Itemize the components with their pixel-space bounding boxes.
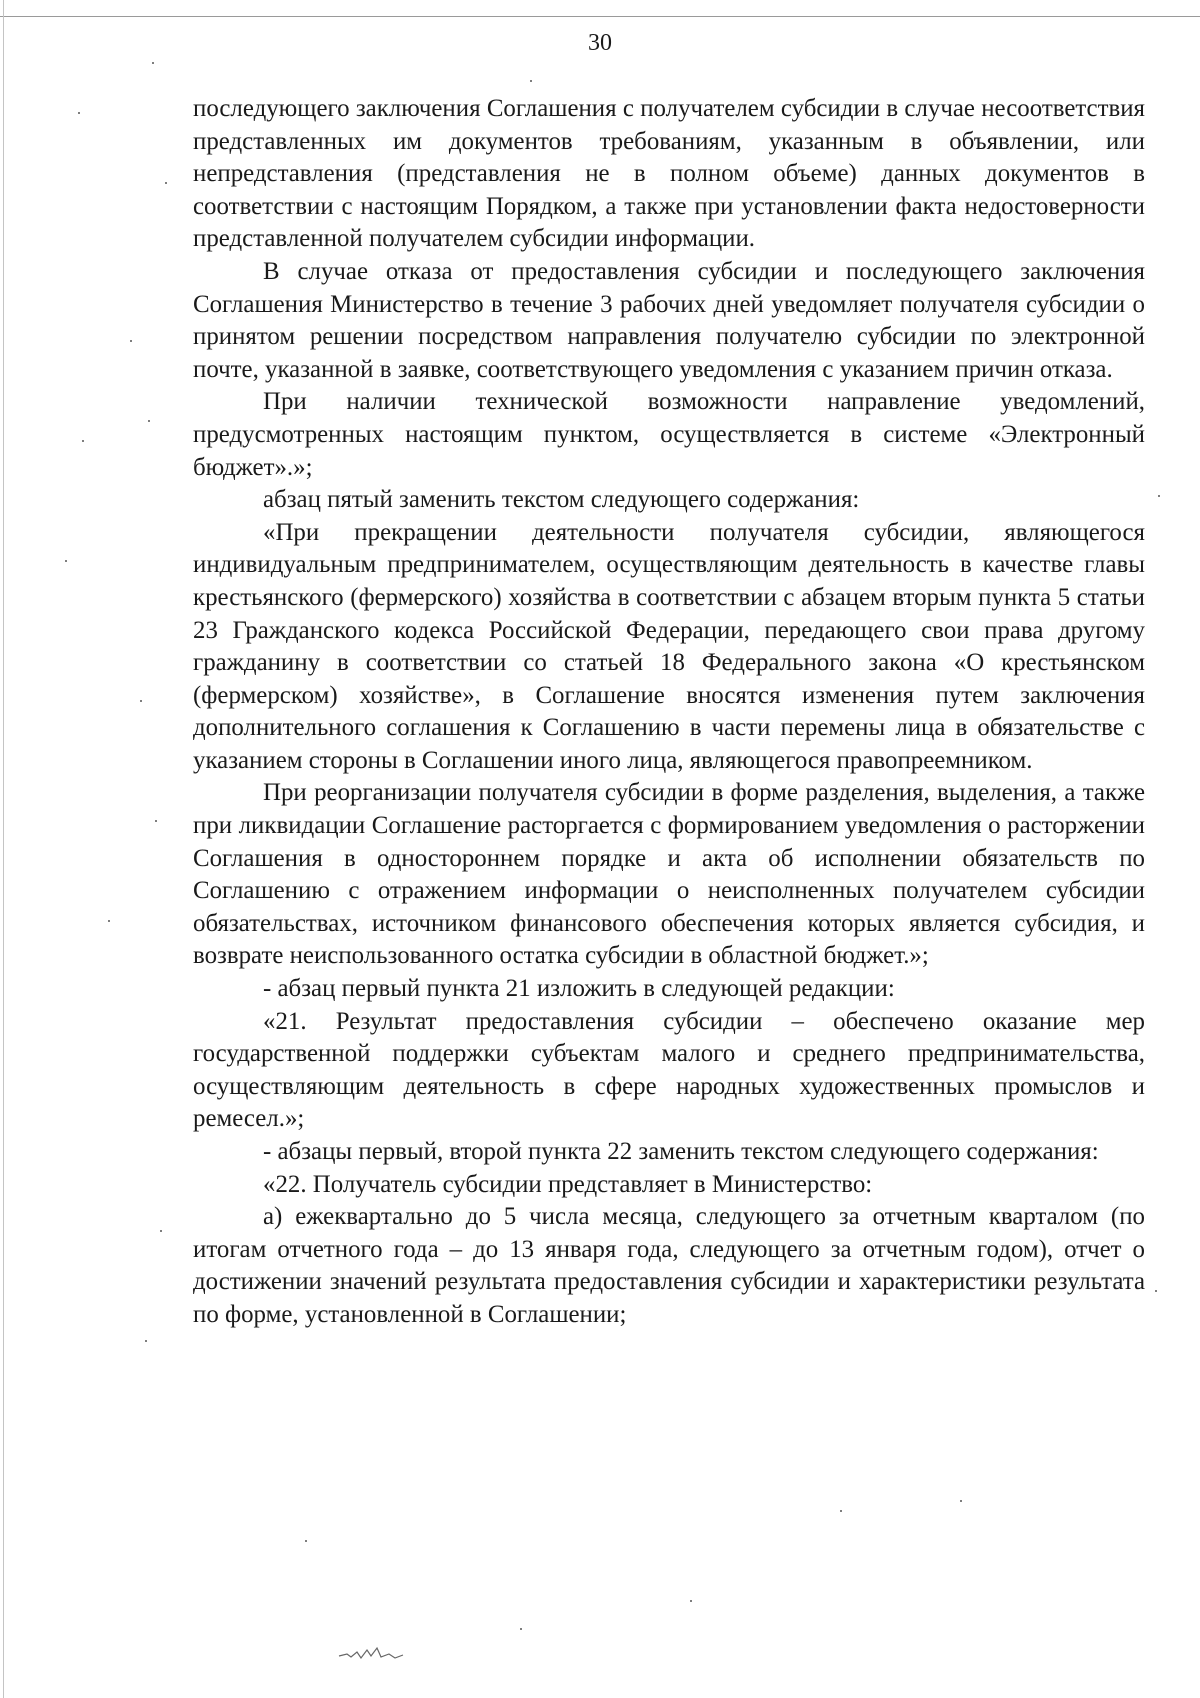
scan-speck (690, 1600, 692, 1602)
scan-edge-left (3, 0, 4, 1698)
paragraph-9: - абзацы первый, второй пункта 22 заменить текстом следующего содержания: (263, 1138, 1099, 1165)
document-body (193, 93, 1145, 1332)
scan-speck (82, 440, 84, 442)
scan-speck (78, 112, 80, 114)
paragraph-11: а) ежеквартально до 5 числа месяца, следующего за отчетным кварталом (по итогам отчетного года – до 13 января года, следующего за отчетным годом), отчет о достижении значений результата предоставления субсидии и характеристики результата по форме, установленной в Соглашении; (193, 1203, 1145, 1328)
scan-speck (160, 1230, 162, 1232)
paragraph-7: - абзац первый пункта 21 изложить в следующей редакции: (263, 975, 895, 1003)
scan-speck (1155, 1290, 1157, 1292)
scan-speck (140, 700, 142, 702)
paragraph-2: В случае отказа от предоставления субсидии и последующего заключения Соглашения Министерство в течение 3 рабочих дней уведомляет получателя субсидии о принятом решении посредством направления получателю субсидии по электронной почте, указанной в заявке, соответствующего уведомления с указанием причин отказа. (193, 257, 1145, 383)
paragraph-6: При реорганизации получателя субсидии в форме разделения, выделения, а также при ликвидации Соглашение расторгается с формированием уведомления о расторжении Соглашения в одностороннем порядке и акта об исполнении обязательств по Соглашению с отражением информации о неисполненных получателем субсидии обязательствах, источником финансового обеспечения которых является субсидия, и возврате неиспользованного остатка субсидии в областной бюджет.»; (193, 779, 1145, 970)
scan-speck (840, 1510, 842, 1512)
scan-speck (155, 820, 157, 822)
scan-speck (152, 62, 154, 64)
scan-speck (530, 80, 532, 82)
scan-speck (165, 182, 167, 184)
scan-scribble-mark (337, 1642, 427, 1662)
paragraph-5: «При прекращении деятельности получателя субсидии, являющегося индивидуальным предпринимателем, осуществляющим деятельность в качестве главы крестьянского (фермерского) хозяйства в соответствии с абзацем вторым пункта 5 статьи 23 Гражданского кодекса Российской Федерации, передающего свои права другому гражданину в соответствии со статьей 18 Федерального закона «О крестьянском (фермерском) хозяйстве», в Соглашение вносятся изменения путем заключения дополнительного соглашения к Соглашению в части перемены лица в обязательстве с указанием стороны в Соглашении иного лица, являющегося правопреемником. (193, 518, 1145, 774)
scan-speck (520, 1628, 522, 1630)
scan-edge-top (0, 16, 1200, 17)
paragraph-4: абзац пятый заменить текстом следующего содержания: (263, 486, 860, 514)
scan-speck (108, 920, 110, 922)
scan-speck (960, 1500, 962, 1502)
scan-speck (65, 560, 67, 562)
paragraph-1: последующего заключения Соглашения с получателем субсидии в случае несоответствия представленных им документов требованиям, указанным в объявлении, или непредставления (представления не в полном объеме) данных документов в соответствии с настоящим Порядком, а также при установлении факта недостоверности представленной получателем субсидии информации. (193, 95, 1145, 253)
scan-speck (305, 1540, 307, 1542)
paragraph-10: «22. Получатель субсидии представляет в Министерство: (263, 1170, 873, 1198)
paragraph-3: При наличии технической возможности направление уведомлений, предусмотренных настоящим пунктом, осуществляется в системе «Электронный бюджет».»; (193, 388, 1145, 481)
scan-speck (145, 1340, 147, 1342)
scan-speck (1158, 495, 1160, 497)
scan-speck (130, 340, 132, 342)
scan-speck (148, 420, 150, 422)
page-number: 30 (588, 30, 612, 56)
paragraph-8: «21. Результат предоставления субсидии – обеспечено оказание мер государственной поддержки субъектам малого и среднего предпринимательства, осуществляющим деятельность в сфере народных художественных промыслов и ремесел.»; (193, 1007, 1145, 1133)
